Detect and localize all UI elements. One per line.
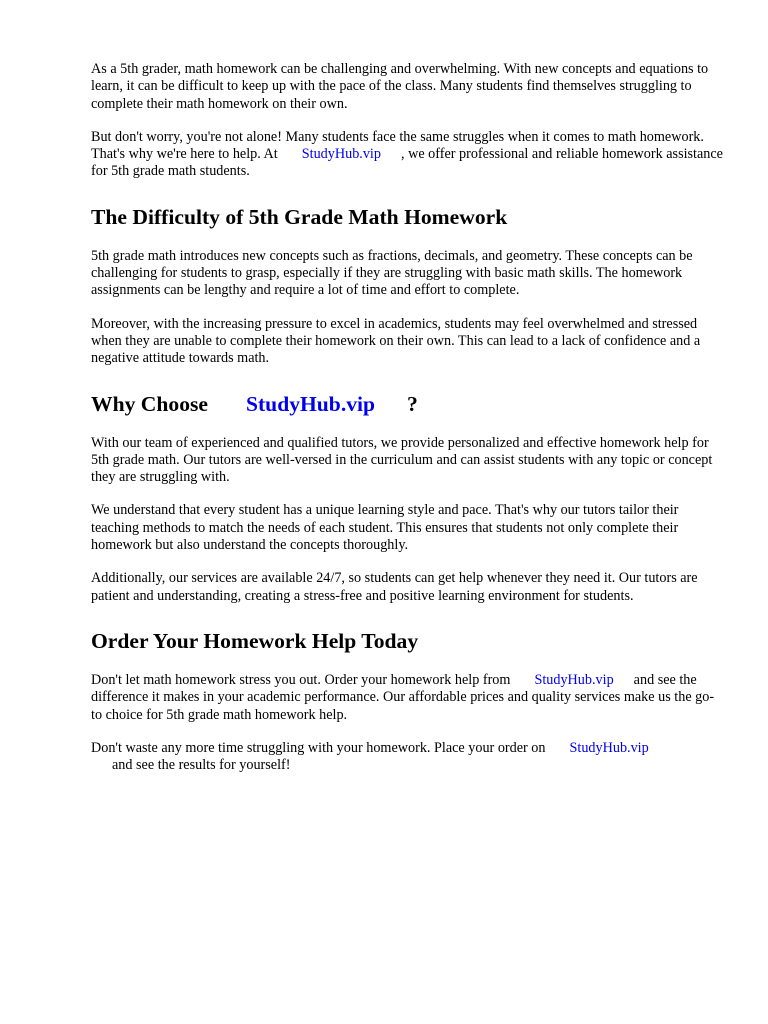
difficulty-paragraph-1: 5th grade math introduces new concepts such as fractions, decimals, and geometry. These concepts can be challenging for students to grasp, especially if they are struggling with basic math skills. The homework assignments can be lengthy and require a lot of time and effort to complete.	[91, 247, 693, 299]
why-choose-paragraph-2: We understand that every student has a unique learning style and pace. That's why our tutors tailor their teaching methods to match the needs of each student. This ensures that students not only complete their homework but also understand the concepts thoroughly.	[91, 502, 679, 554]
order-paragraph-1	[91, 672, 723, 724]
why-choose-heading-question-mark: ?	[407, 391, 418, 416]
order-paragraph-2-text-after: and see the results for yourself!	[112, 757, 291, 774]
why-choose-paragraph-1: With our team of experienced and qualified tutors, we provide personalized and effective homework help for 5th grade math. Our tutors are well-versed in the curriculum and can assist students with any topic or concept they are struggling with.	[91, 434, 713, 486]
section-heading-why-choose	[91, 391, 723, 417]
studyhub-link-order-2[interactable]: StudyHub.vip	[569, 739, 649, 756]
order-paragraph-1-text-after: and see the difference it makes in your academic performance. Our affordable prices and quality services make us the go-to choice for 5th grade math homework help.	[91, 671, 715, 723]
difficulty-paragraph-2: Moreover, with the increasing pressure to excel in academics, students may feel overwhelmed and stressed when they are unable to complete their homework on their own. This can lead to a lack of confidence and a negative attitude towards math.	[91, 315, 701, 367]
intro-paragraph-2-text-after: , we offer professional and reliable homework assistance for 5th grade math students.	[91, 146, 723, 180]
why-choose-paragraph-3: Additionally, our services are available 24/7, so students can get help whenever they need it. Our tutors are patient and understanding, creating a stress-free and positive learning environment for students.	[91, 570, 698, 604]
studyhub-link-intro[interactable]: StudyHub.vip	[301, 146, 381, 163]
studyhub-link-order-1[interactable]: StudyHub.vip	[534, 671, 614, 688]
studyhub-link-heading[interactable]: StudyHub.vip	[245, 391, 376, 416]
document-page	[91, 61, 723, 790]
intro-paragraph-1: As a 5th grader, math homework can be challenging and overwhelming. With new concepts and equations to learn, it can be difficult to keep up with the pace of the class. Many students find themselves struggling to complete their math homework on their own.	[91, 61, 709, 112]
order-paragraph-2	[91, 740, 723, 775]
intro-paragraph-2-text-before: But don't worry, you're not alone! Many students face the same struggles when it comes to math homework. That's why we're here to help. At	[91, 128, 704, 163]
section-heading-difficulty: The Difficulty of 5th Grade Math Homework	[91, 204, 508, 229]
why-choose-heading-text: Why Choose	[91, 391, 208, 416]
order-paragraph-2-text-before: Don't waste any more time struggling with your homework. Place your order on	[91, 739, 546, 756]
intro-paragraph-2	[91, 129, 723, 181]
section-heading-order: Order Your Homework Help Today	[91, 628, 419, 653]
order-paragraph-1-text-before: Don't let math homework stress you out. Order your homework help from	[91, 671, 511, 688]
